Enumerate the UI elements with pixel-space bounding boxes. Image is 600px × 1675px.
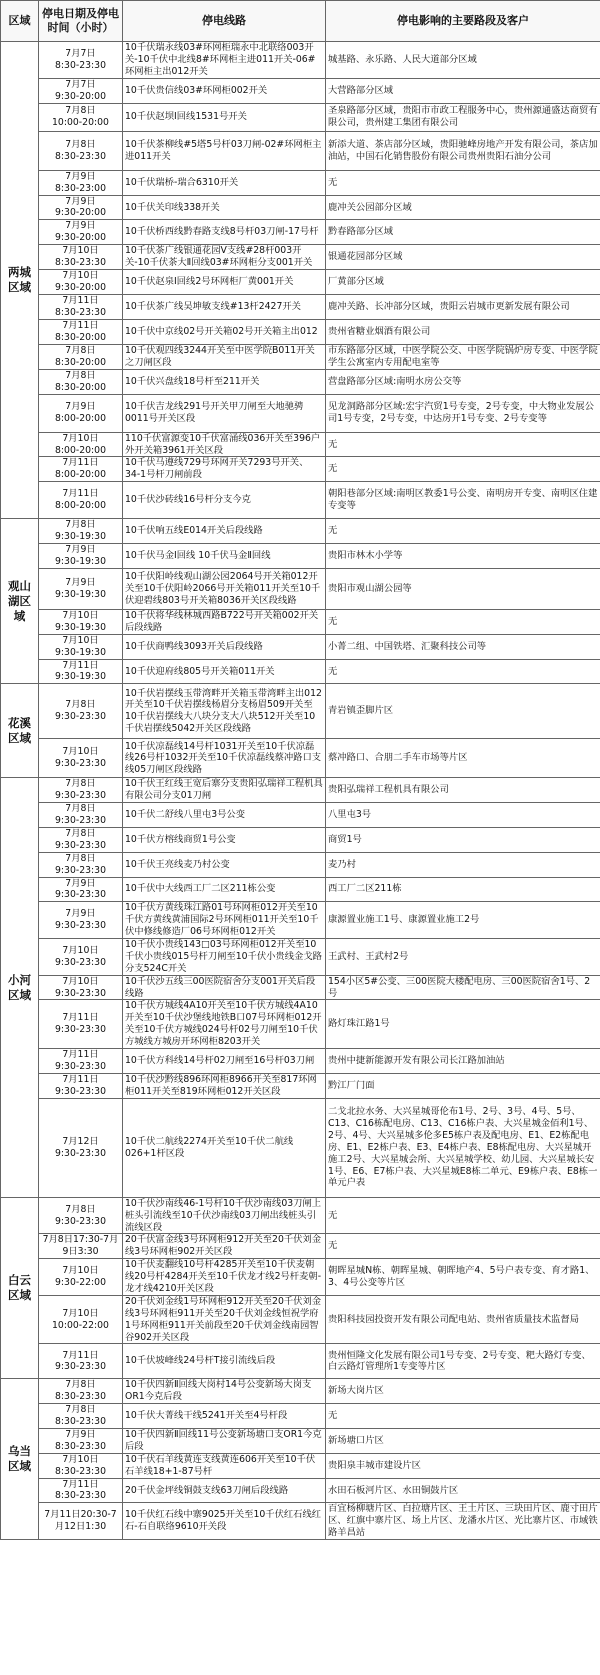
affected-area-cell: 厂黄部分区域 [326, 270, 600, 295]
outage-hours: 8:30-23:30 [54, 1465, 107, 1477]
table-row [1, 432, 600, 457]
affected-area-cell: 朝阳巷部分区域:南明区教委1号公变、南明房开专变、南明区住建专变等 [326, 482, 600, 519]
outage-line-cell: 10千伏茶广线银通花园V支线#28杆003开关-10千伏茶大Ⅱ回线03#环网柜分支001开关 [123, 245, 326, 270]
district-cell: 两城区域 [1, 42, 39, 519]
affected-area-cell: 西工厂二区211栋 [326, 877, 600, 902]
outage-hours: 10:00-22:00 [52, 1319, 109, 1331]
district-cell: 小河区域 [1, 778, 39, 1197]
table-row [1, 1503, 600, 1540]
outage-line-cell: 10千伏二航线2274开关至10千伏二航线026+1杆区段 [123, 1098, 326, 1197]
outage-time-cell [39, 1295, 123, 1344]
outage-date: 7月8日17:30-7月9日3:30 [42, 1234, 119, 1258]
outage-time-cell [39, 220, 123, 245]
table-row [1, 877, 600, 902]
affected-area-cell: 营盘路部分区域:南明水房公交等 [326, 369, 600, 394]
outage-line-cell: 10千伏小贵线143□03号环网柜012开关至10千伏小贵线015号杆刀闸至10千伏小贵线金戈路分支524C开关 [123, 938, 326, 975]
affected-area-cell: 小菁二组、中国铁塔、汇聚科技公司等 [326, 634, 600, 659]
outage-line-cell: 10千伏红石线中寨9025开关至10千伏红石线红石-石自联络9610开关段 [123, 1503, 326, 1540]
outage-date: 7月10日 [62, 975, 99, 987]
outage-date: 7月10日 [62, 1265, 99, 1277]
outage-date: 7月7日 [65, 79, 96, 90]
outage-time-cell [39, 344, 123, 369]
header-line: 停电线路 [123, 1, 326, 42]
table-row [1, 852, 600, 877]
outage-line-cell: 10千伏茶柳线#5塔5号杆03刀闸-02#环网柜主进011开关 [123, 131, 326, 170]
table-row [1, 245, 600, 270]
table-row [1, 195, 600, 220]
table-row [1, 1073, 600, 1098]
table-row [1, 482, 600, 519]
outage-date: 7月8日 [65, 1379, 96, 1391]
outage-date: 7月8日 [65, 699, 96, 711]
affected-area-cell: 贵阳市林木小学等 [326, 544, 600, 569]
affected-area-cell: 无 [326, 1404, 600, 1429]
affected-area-cell: 无 [326, 457, 600, 482]
table-row [1, 1478, 600, 1503]
outage-time-cell [39, 938, 123, 975]
outage-time-cell [39, 778, 123, 803]
outage-line-cell: 10千伏四新Ⅱ回线大岗村14号公变新场大岗支OR1今克后段 [123, 1379, 326, 1404]
table-row [1, 1295, 600, 1344]
outage-date: 7月8日 [65, 803, 96, 815]
outage-line-cell: 10千伏王红线王宽后寨分支贵阳弘瑞祥工程机具有限公司分支01刀闸 [123, 778, 326, 803]
outage-date: 7月11日 [62, 295, 99, 307]
outage-hours: 9:30-19:30 [54, 671, 107, 683]
outage-time-cell [39, 852, 123, 877]
outage-hours: 9:30-23:30 [54, 1147, 107, 1159]
outage-date: 7月11日 [62, 320, 99, 332]
outage-hours: 9:30-23:30 [54, 711, 107, 723]
outage-hours: 9:30-22:00 [54, 1277, 107, 1289]
outage-date: 7月11日 [62, 1478, 99, 1490]
outage-line-cell: 10千伏兴盘线18号杆至211开关 [123, 369, 326, 394]
table-row [1, 827, 600, 852]
outage-date: 7月11日 [62, 1073, 99, 1085]
outage-time-cell [39, 1453, 123, 1478]
outage-time-cell [39, 432, 123, 457]
outage-time-cell [39, 827, 123, 852]
table-row [1, 975, 600, 1000]
table-row [1, 1404, 600, 1429]
outage-time-cell [39, 1098, 123, 1197]
outage-time-cell [39, 877, 123, 902]
outage-date: 7月9日 [65, 401, 96, 413]
outage-hours: 9:30-20:00 [54, 232, 107, 244]
outage-line-cell: 20千伏金坪线铜鼓支线63刀闸后段线路 [123, 1478, 326, 1503]
outage-time-cell [39, 457, 123, 482]
outage-line-cell: 10千伏方城线4A10开关至10千伏方城线4A10开关至10千伏沙堡线地铁B口07号环网柜012开关至10千伏方城线024号杆02号刀闸至10千伏方城线方城房开环网柜8203开关 [123, 1000, 326, 1049]
outage-hours: 9:30-23:30 [54, 1361, 107, 1373]
outage-line-cell: 10千伏马金Ⅰ回线 10千伏马金Ⅱ回线 [123, 544, 326, 569]
outage-hours: 9:30-19:30 [54, 589, 107, 601]
outage-date: 7月8日 [65, 519, 96, 531]
affected-area-cell: 贵阳市观山湖公园等 [326, 569, 600, 610]
outage-line-cell: 10千伏吉龙线291号开关甲刀闸至大地驰骋0011号开关区段 [123, 394, 326, 432]
outage-time-cell [39, 1404, 123, 1429]
outage-line-cell: 10千伏大菁线干线5241开关至4号杆段 [123, 1404, 326, 1429]
outage-date: 7月8日 [65, 1203, 96, 1215]
table-row [1, 1197, 600, 1234]
table-row [1, 294, 600, 319]
table-row [1, 1344, 600, 1379]
outage-hours: 9:30-19:30 [54, 556, 107, 568]
outage-hours: 9:30-19:30 [54, 621, 107, 633]
table-row [1, 569, 600, 610]
table-row [1, 1379, 600, 1404]
affected-area-cell: 市东路部分区域，中医学院公交、中医学院锅炉房专变、中医学院学生公寓室内专用配电室等 [326, 344, 600, 369]
outage-date: 7月9日 [65, 908, 96, 920]
outage-date: 7月10日 [62, 634, 99, 646]
table-body [1, 42, 600, 1540]
outage-time-cell [39, 131, 123, 170]
district-cell: 白云区域 [1, 1197, 39, 1379]
affected-area-cell: 大营路部分区域 [326, 79, 600, 104]
outage-line-cell: 10千伏观四线3244开关至中医学院B011开关之刀闸区段 [123, 344, 326, 369]
table-row [1, 519, 600, 544]
outage-line-cell: 110千伏富源变10千伏富涌线036开关至396户外开关箱3961开关区段 [123, 432, 326, 457]
outage-hours: 9:30-23:30 [54, 1085, 107, 1097]
table-row [1, 1259, 600, 1296]
outage-time-cell [39, 634, 123, 659]
outage-date: 7月10日 [62, 432, 99, 444]
outage-date: 7月11日 [62, 1012, 99, 1024]
outage-time-cell [39, 975, 123, 1000]
header-area: 停电影响的主要路段及客户 [326, 1, 600, 42]
outage-line-cell: 10千伏将华线林城西路B722号开关箱002开关后段线路 [123, 610, 326, 635]
outage-time-cell [39, 739, 123, 778]
affected-area-cell: 鹿冲关公园部分区域 [326, 195, 600, 220]
table-row [1, 220, 600, 245]
outage-time-cell [39, 1259, 123, 1296]
outage-line-cell: 10千伏四新Ⅱ回线11号公变新场塘口支OR1今克后段 [123, 1429, 326, 1454]
affected-area-cell: 无 [326, 1197, 600, 1234]
outage-line-cell: 10千伏沙南线46-1号杆10千伏沙南线03刀闸上桩头引流线至10千伏沙南线03刀闸出线桩头引流线区段 [123, 1197, 326, 1234]
outage-date: 7月8日 [65, 369, 96, 381]
table-row [1, 778, 600, 803]
outage-date: 7月11日 [62, 457, 99, 469]
affected-area-cell: 百宜杨柳塘片区、白拉塘片区、王土片区、三块田片区、鹿寸田片区、红旗中寨片区、场上片区、龙潘水片区、光比寨片区、市域铁路羊昌站 [326, 1503, 600, 1540]
table-row [1, 170, 600, 195]
affected-area-cell: 鹿冲关路、长冲部分区域，贵阳云岩城市更新发展有限公司 [326, 294, 600, 319]
table-header-row [1, 1, 600, 42]
outage-date: 7月7日 [65, 48, 96, 60]
outage-hours: 9:30-23:30 [54, 815, 107, 827]
affected-area-cell: 康源置业施工1号、康源置业施工2号 [326, 902, 600, 939]
outage-time-cell [39, 42, 123, 79]
outage-hours: 8:30-23:30 [54, 257, 107, 269]
table-row [1, 131, 600, 170]
outage-hours: 9:30-23:30 [54, 889, 107, 901]
outage-date: 7月8日 [65, 105, 96, 117]
outage-line-cell: 20千伏富金线3号环网柜912开关至20千伏刘金线3号环网柜902开关区段 [123, 1234, 326, 1259]
affected-area-cell: 贵州中捷新能源开发有限公司长江路加油站 [326, 1048, 600, 1073]
table-row [1, 344, 600, 369]
outage-hours: 10:00-20:00 [52, 117, 109, 129]
table-row [1, 739, 600, 778]
table-row [1, 270, 600, 295]
affected-area-cell: 无 [326, 659, 600, 684]
outage-time-cell [39, 195, 123, 220]
outage-line-cell: 10千伏贵信线03#环网柜002开关 [123, 79, 326, 104]
table-row [1, 457, 600, 482]
outage-hours: 9:30-23:30 [54, 839, 107, 851]
table-row [1, 544, 600, 569]
affected-area-cell: 新场塘口片区 [326, 1429, 600, 1454]
affected-area-cell: 新场大岗片区 [326, 1379, 600, 1404]
outage-hours: 9:30-23:30 [54, 1024, 107, 1036]
table-row [1, 1453, 600, 1478]
outage-time-cell [39, 1379, 123, 1404]
outage-date: 7月11日 [62, 1349, 99, 1361]
outage-hours: 8:30-23:30 [54, 60, 107, 71]
outage-time-cell [39, 79, 123, 104]
outage-date: 7月9日 [65, 544, 96, 556]
table-row [1, 634, 600, 659]
outage-line-cell: 10千伏沙黔线896环网柜8966开关至817环网柜011开关至819环网柜012开关区段 [123, 1073, 326, 1098]
outage-line-cell: 10千伏瑞桥-瑞合6310开关 [123, 170, 326, 195]
affected-area-cell: 无 [326, 432, 600, 457]
outage-date: 7月11日 [62, 488, 99, 500]
outage-line-cell: 10千伏麦翻线10号杆4285开关至10千伏麦朝线20号杆4284开关至10千伏龙才线2号杆麦朝-龙才线4210开关区段 [123, 1259, 326, 1296]
outage-time-cell [39, 394, 123, 432]
outage-hours: 9:30-23:30 [54, 956, 107, 968]
affected-area-cell: 八里屯3号 [326, 803, 600, 828]
outage-time-cell [39, 482, 123, 519]
outage-hours: 8:00-20:00 [54, 469, 107, 481]
header-district: 区域 [1, 1, 39, 42]
outage-line-cell: 10千伏方榕线商贸1号公变 [123, 827, 326, 852]
affected-area-cell: 贵阳泉丰城市建设片区 [326, 1453, 600, 1478]
affected-area-cell: 蔡冲路口、合朋二手车市场等片区 [326, 739, 600, 778]
outage-time-cell [39, 270, 123, 295]
affected-area-cell: 见龙洞路部分区域:宏宇汽贸1号专变，2号专变，中大物业发展公司1号专变，2号专变，中达房开1号专变、2号专变等 [326, 394, 600, 432]
outage-line-cell: 10千伏马遵线729号环网开关7293号开关、34-1号杆刀闸前段 [123, 457, 326, 482]
outage-hours: 8:30-23:00 [54, 182, 107, 194]
outage-date: 7月8日 [65, 1404, 96, 1416]
table-row [1, 79, 600, 104]
outage-line-cell: 10千伏方科线14号杆02刀闸至16号杆03刀闸 [123, 1048, 326, 1073]
affected-area-cell: 黔江厂门面 [326, 1073, 600, 1098]
outage-date: 7月8日 [65, 852, 96, 864]
outage-time-cell [39, 803, 123, 828]
affected-area-cell: 贵阳科技园投资开发有限公司配电站、贵州省质量技术监督局 [326, 1295, 600, 1344]
table-row [1, 659, 600, 684]
outage-date: 7月9日 [65, 577, 96, 589]
table-row [1, 1048, 600, 1073]
outage-line-cell: 10千伏瑞永线03#环网柜瑞永中北联络003开关-10千伏中北线8#环网柜主进011开关-06#环网柜主出012开关 [123, 42, 326, 79]
outage-date: 7月9日 [65, 170, 96, 182]
outage-line-cell: 10千伏响五线E014开关后段线路 [123, 519, 326, 544]
outage-date: 7月10日 [62, 270, 99, 282]
outage-line-cell: 10千伏岩摆线玉带湾畔开关箱玉带湾畔主出012开关至10千伏岩摆线杨眉分支杨眉509开关至10千伏岩摆线大八块分支大八块512开关至10千伏岩摆线5042开关区段线路 [123, 684, 326, 739]
outage-time-cell [39, 569, 123, 610]
outage-hours: 8:30-23:30 [54, 1490, 107, 1502]
outage-time-cell [39, 369, 123, 394]
table-row [1, 610, 600, 635]
outage-date: 7月10日 [62, 944, 99, 956]
outage-hours: 8:30-20:00 [54, 356, 107, 368]
outage-date: 7月10日 [62, 1307, 99, 1319]
affected-area-cell: 青岩镇歪脚片区 [326, 684, 600, 739]
outage-line-cell: 10千伏坡峰线24号杆T接引流线后段 [123, 1344, 326, 1379]
outage-hours: 9:30-23:30 [54, 864, 107, 876]
outage-line-cell: 10千伏迎府线805号开关箱011开关 [123, 659, 326, 684]
outage-time-cell [39, 1429, 123, 1454]
outage-date: 7月8日 [65, 778, 96, 790]
outage-time-cell [39, 1478, 123, 1503]
outage-hours: 9:30-23:30 [54, 1060, 107, 1072]
affected-area-cell: 城基路、永乐路、人民大道部分区域 [326, 42, 600, 79]
outage-line-cell: 10千伏赵泉Ⅰ回线2号环网柜厂黄001开关 [123, 270, 326, 295]
outage-line-cell: 10千伏赵坝Ⅰ回线1531号开关 [123, 103, 326, 131]
outage-hours: 9:30-20:00 [54, 90, 107, 102]
table-row [1, 1000, 600, 1049]
table-row [1, 1234, 600, 1259]
outage-hours: 9:30-20:00 [54, 282, 107, 294]
outage-line-cell: 20千伏刘金线1号环网柜912开关至20千伏刘金线3号环网柜911开关至20千伏刘金线恒祝学府1号环网柜911开关前段至20千伏刘金线南园智谷902开关区段 [123, 1295, 326, 1344]
affected-area-cell: 贵州省糖业烟酒有限公司 [326, 319, 600, 344]
table-row [1, 938, 600, 975]
outage-date: 7月11日 [62, 659, 99, 671]
outage-hours: 8:30-23:30 [54, 1440, 107, 1452]
outage-date: 7月9日 [65, 1429, 96, 1440]
table-row [1, 103, 600, 131]
outage-time-cell [39, 319, 123, 344]
outage-date: 7月8日 [65, 827, 96, 839]
affected-area-cell: 王武村、王武村2号 [326, 938, 600, 975]
outage-hours: 9:30-23:30 [54, 987, 107, 999]
outage-line-cell: 10千伏二舒线八里屯3号公变 [123, 803, 326, 828]
outage-date: 7月11日 [62, 1049, 99, 1061]
affected-area-cell: 新添大道、茶店部分区域，贵阳驰峰房地产开发有限公司，茶店加油站，中国石化销售股份有限公司贵州贵阳石油分公司 [326, 131, 600, 170]
outage-time-cell [39, 659, 123, 684]
table-row [1, 902, 600, 939]
outage-hours: 9:30-19:30 [54, 531, 107, 543]
affected-area-cell: 圣泉路部分区域，贵阳市市政工程服务中心，贵州源通盛达商贸有限公司，贵州建工集团有限公司 [326, 103, 600, 131]
outage-time-cell [39, 170, 123, 195]
district-cell: 花溪区域 [1, 684, 39, 778]
outage-line-cell: 10千伏茶广线吴坤敏支线#13杆2427开关 [123, 294, 326, 319]
outage-date: 7月10日 [62, 1453, 99, 1465]
outage-time-cell [39, 1000, 123, 1049]
outage-time-cell [39, 294, 123, 319]
outage-date: 7月10日 [62, 610, 99, 622]
outage-time-cell [39, 1197, 123, 1234]
outage-date: 7月8日 [65, 345, 96, 357]
outage-time-cell [39, 1344, 123, 1379]
outage-hours: 9:30-23:30 [54, 790, 107, 802]
outage-hours: 9:30-23:30 [54, 1215, 107, 1227]
district-cell: 乌当区域 [1, 1379, 39, 1540]
outage-date: 7月9日 [65, 195, 96, 207]
outage-hours: 8:00-20:00 [54, 444, 107, 456]
outage-line-cell: 10千伏阳岭线观山湖公园2064号开关箱012开关至10千伏阳岭2066号开关箱011开关至10千伏迎碧线803号开关箱8036开关区段线路 [123, 569, 326, 610]
table-row [1, 803, 600, 828]
affected-area-cell: 无 [326, 610, 600, 635]
outage-hours: 8:00-20:00 [54, 500, 107, 512]
affected-area-cell: 无 [326, 170, 600, 195]
affected-area-cell: 贵州恒隆文化发展有限公司1号专变、2号专变、粑大路灯专变、白云路灯管理所1专变等片区 [326, 1344, 600, 1379]
outage-date: 7月9日 [65, 877, 96, 889]
outage-hours: 8:30-20:00 [54, 381, 107, 393]
outage-line-cell: 10千伏方黄线珠江路01号环网柜012开关至10千伏方黄线黄浦国际2号环网柜011开关至10千伏中修线修造厂06号环网柜012开关 [123, 902, 326, 939]
outage-time-cell [39, 1503, 123, 1540]
affected-area-cell: 麦乃村 [326, 852, 600, 877]
outage-line-cell: 10千伏石羊线黄连支线黄连606开关至10千伏石羊线18+1-87号杆 [123, 1453, 326, 1478]
outage-hours: 8:30-23:30 [54, 1416, 107, 1428]
outage-time-cell [39, 245, 123, 270]
outage-hours: 8:30-20:00 [54, 331, 107, 343]
table-row [1, 319, 600, 344]
outage-hours: 8:00-20:00 [54, 413, 107, 425]
outage-line-cell: 10千伏沙砖线16号杆分支今克 [123, 482, 326, 519]
affected-area-cell: 商贸1号 [326, 827, 600, 852]
outage-time-cell [39, 1234, 123, 1259]
outage-line-cell: 10千伏关印线338开关 [123, 195, 326, 220]
table-row [1, 1098, 600, 1197]
outage-line-cell: 10千伏王亮线麦乃村公变 [123, 852, 326, 877]
outage-hours: 8:30-23:30 [54, 1391, 107, 1403]
affected-area-cell: 无 [326, 1234, 600, 1259]
outage-line-cell: 10千伏桥西线黔春路支线8号杆03刀闸-17号杆 [123, 220, 326, 245]
outage-date: 7月9日 [65, 220, 96, 232]
table-row [1, 684, 600, 739]
outage-time-cell [39, 519, 123, 544]
outage-line-cell: 10千伏中京线02号开关箱02号开关箱主出012 [123, 319, 326, 344]
affected-area-cell: 水田石板河片区、水田铜鼓片区 [326, 1478, 600, 1503]
outage-time-cell [39, 684, 123, 739]
affected-area-cell: 154小区5#公变、三00医院大楼配电房、三00医院宿舍1号、2号 [326, 975, 600, 1000]
outage-date: 7月8日 [65, 138, 96, 150]
outage-date: 7月11日20:30-7月12日1:30 [44, 1509, 117, 1533]
table-row [1, 369, 600, 394]
outage-date: 7月10日 [62, 245, 99, 257]
outage-time-cell [39, 103, 123, 131]
affected-area-cell: 二戈北拉水务、大兴星城哥伦布1号、2号、3号、4号、5号、C13、C16栋配电房、C13、C16栋户表、大兴星城金佰利1号、2号、4号、大兴星城多伦多E5栋户表及配电房、E1、E2栋配电房、E1、E2栋户表、E3、E4栋户表、E8栋配电房、大兴星城开施工2号、大兴星城会所、大兴星城学校、幼儿园、大兴星城长安1号、E6、E7栋户表、大兴星城E8栋二单元、E9栋户表、E8栋一单元户表 [326, 1098, 600, 1197]
outage-time-cell [39, 610, 123, 635]
affected-area-cell: 无 [326, 519, 600, 544]
affected-area-cell: 路灯珠江路1号 [326, 1000, 600, 1049]
outage-hours: 9:30-23:30 [54, 920, 107, 932]
table-row [1, 1429, 600, 1454]
outage-time-cell [39, 902, 123, 939]
outage-line-cell: 10千伏沙五线三00医院宿舍分支001开关后段线路 [123, 975, 326, 1000]
district-cell: 观山湖区域 [1, 519, 39, 684]
outage-hours: 9:30-20:00 [54, 207, 107, 219]
outage-time-cell [39, 544, 123, 569]
outage-time-cell [39, 1073, 123, 1098]
outage-hours: 9:30-19:30 [54, 646, 107, 658]
affected-area-cell: 银通花园部分区域 [326, 245, 600, 270]
outage-time-cell [39, 1048, 123, 1073]
outage-hours: 9:30-23:30 [54, 758, 107, 770]
table-row [1, 394, 600, 432]
affected-area-cell: 朝晖星城N栋、朝晖星城、朝晖地产4、5号户表专变、育才路1、3、4号公变等片区 [326, 1259, 600, 1296]
outage-line-cell: 10千伏商鸭线3093开关后段线路 [123, 634, 326, 659]
outage-line-cell: 10千伏中大线西工厂二区211栋公变 [123, 877, 326, 902]
table-row [1, 42, 600, 79]
affected-area-cell: 黔春路部分区域 [326, 220, 600, 245]
outage-line-cell: 10千伏凉磊线14号杆1031开关至10千伏凉磊线26号杆1032开关至10千伏凉磊线蔡冲路口支线05刀闸区段线路 [123, 739, 326, 778]
outage-date: 7月12日 [62, 1135, 99, 1147]
outage-date: 7月10日 [62, 746, 99, 758]
outage-hours: 8:30-23:30 [54, 150, 107, 162]
affected-area-cell: 贵阳弘瑞祥工程机具有限公司 [326, 778, 600, 803]
header-time: 停电日期及停电时间（小时） [39, 1, 123, 42]
outage-hours: 8:30-23:30 [54, 306, 107, 318]
